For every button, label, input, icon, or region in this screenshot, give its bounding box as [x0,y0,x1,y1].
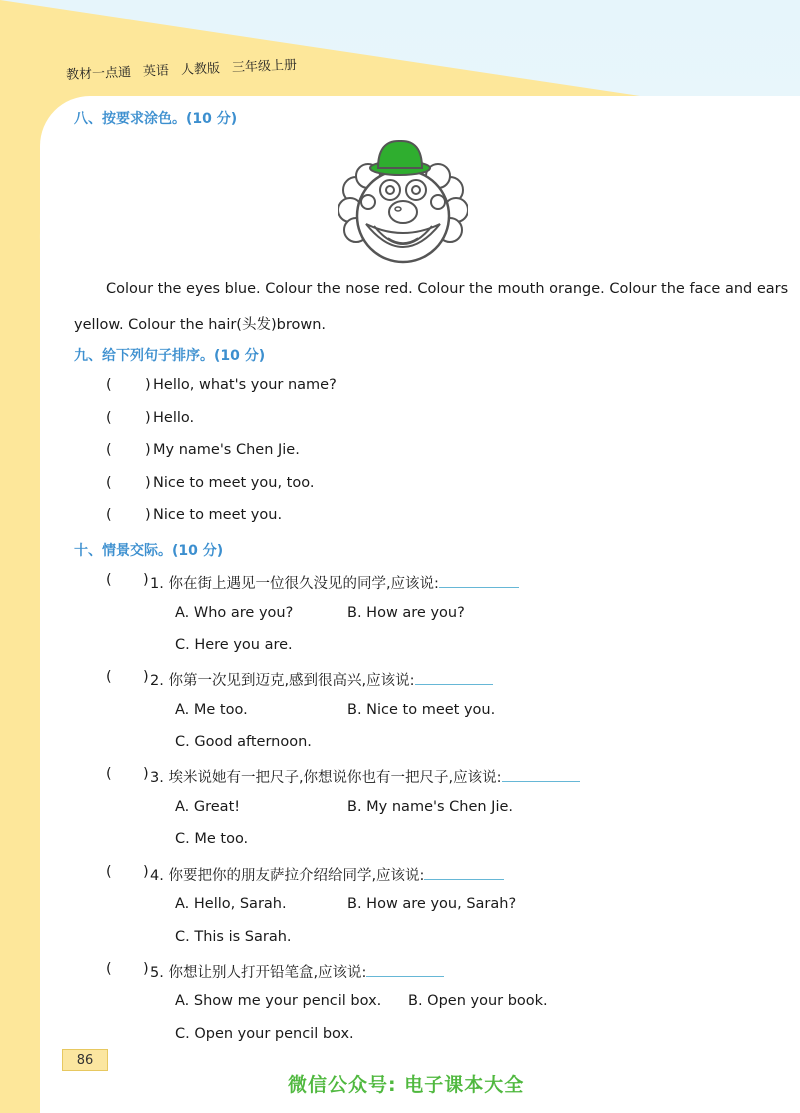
question-stem-text: 4. 你要把你的朋友萨拉介绍给同学,应该说: [150,868,425,884]
answer-blank[interactable] [439,573,519,588]
answer-paren-open[interactable]: ( [106,507,112,523]
answer-paren-open[interactable]: ( [106,410,112,426]
option-c: C. This is Sarah. [175,929,292,945]
answer-paren-open[interactable]: ( [106,377,112,393]
option-b: B. How are you, Sarah? [347,896,517,912]
option-b: B. My name's Chen Jie. [347,799,514,815]
question-stem [150,572,519,593]
header-subject: 英语 [142,63,170,80]
section10-title: 十、情景交际。(10 分) [74,543,224,559]
answer-paren-close: ) [143,961,149,977]
option-a: A. Who are you? [175,605,294,621]
sentence-text: Hello. [153,410,195,426]
question-stem-text: 3. 埃米说她有一把尺子,你想说你也有一把尺子,应该说: [150,770,502,786]
answer-paren-open[interactable]: ( [106,961,112,977]
section8-instruction-line2: yellow. Colour the hair(头发)brown. [74,317,326,333]
answer-paren-close: ) [143,864,149,880]
option-a: A. Hello, Sarah. [175,896,287,912]
question-stem [150,961,444,982]
answer-paren-close: ) [145,410,151,426]
question-stem [150,766,580,787]
option-b: B. Open your book. [408,993,548,1009]
answer-paren-open[interactable]: ( [106,572,112,588]
book-header [66,54,298,83]
question-stem-text: 5. 你想让别人打开铅笔盒,应该说: [150,965,367,981]
answer-paren-close: ) [143,669,149,685]
section8-instruction-line1: Colour the eyes blue. Colour the nose red. Colour the mouth orange. Colour the face and ears [106,281,789,297]
sentence-text: Nice to meet you, too. [153,475,315,491]
option-c: C. Me too. [175,831,249,847]
option-b: B. Nice to meet you. [347,702,496,718]
answer-paren-close: ) [145,475,151,491]
section8-title: 八、按要求涂色。(10 分) [74,111,238,127]
header-edition: 人教版 [180,61,221,78]
answer-paren-open[interactable]: ( [106,669,112,685]
option-c: C. Good afternoon. [175,734,312,750]
header-book: 教材一点通 [65,65,132,83]
answer-blank[interactable] [415,670,493,685]
sentence-text: Nice to meet you. [153,507,283,523]
question-stem [150,669,493,690]
option-c: C. Open your pencil box. [175,1026,354,1042]
answer-paren-close: ) [145,507,151,523]
section9-title: 九、给下列句子排序。(10 分) [74,348,266,364]
question-stem-text: 2. 你第一次见到迈克,感到很高兴,应该说: [150,673,415,689]
option-a: A. Show me your pencil box. [175,993,382,1009]
answer-paren-open[interactable]: ( [106,475,112,491]
answer-blank[interactable] [502,767,580,782]
option-c: C. Here you are. [175,637,293,653]
sentence-text: Hello, what's your name? [153,377,337,393]
sentence-text: My name's Chen Jie. [153,442,300,458]
question-stem [150,864,504,885]
page-number: 86 [62,1049,108,1071]
answer-paren-open[interactable]: ( [106,442,112,458]
option-a: A. Great! [175,799,241,815]
question-stem-text: 1. 你在街上遇见一位很久没见的同学,应该说: [150,576,439,592]
option-a: A. Me too. [175,702,248,718]
answer-blank[interactable] [366,962,444,977]
answer-paren-close: ) [143,572,149,588]
answer-paren-open[interactable]: ( [106,864,112,880]
answer-paren-close: ) [145,377,151,393]
header-grade: 三年级上册 [231,57,298,76]
answer-blank[interactable] [424,865,504,880]
clown-face-image [338,138,468,266]
answer-paren-close: ) [143,766,149,782]
watermark: 微信公众号: 电子课本大全 [288,1074,525,1096]
answer-paren-close: ) [145,442,151,458]
option-b: B. How are you? [347,605,465,621]
answer-paren-open[interactable]: ( [106,766,112,782]
